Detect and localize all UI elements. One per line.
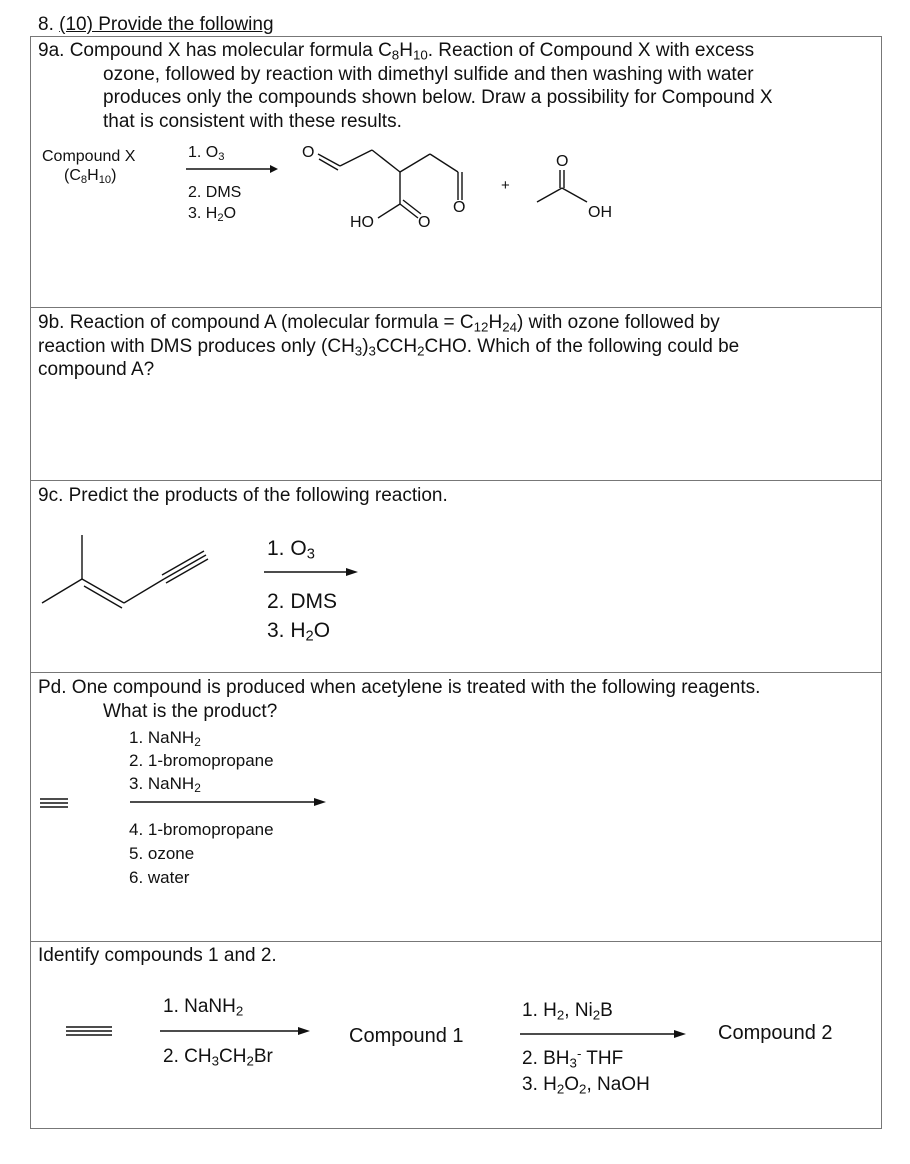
q9c-step3: 3. $H_2O$ (267, 619, 331, 645)
q9d-text: Pd. One compound is produced when acetylene is treated with the following reagents. What is the product? (38, 677, 761, 722)
q9a-p2-OH: OH (588, 204, 612, 221)
q9e-step-a2: 2. $CH_3CH_2Br$ (163, 1046, 273, 1069)
q9c-text: 9c. Predict the products of the following reaction. (38, 485, 448, 506)
q9e-compound2: Compound 2 (718, 1022, 833, 1044)
q9a-p2-carbonyl-O: O (556, 153, 569, 170)
q9e-step-b1: 1. $H_2$, $Ni_2B$ (522, 1000, 613, 1023)
q9a-plus: + (501, 177, 510, 194)
q9c-step1: 1. $O_3$ (267, 537, 315, 563)
q9e-acetylene-structure (66, 1025, 116, 1039)
q9a-product1-structure (300, 140, 500, 240)
q9b-text: 9b. Reaction of compound A (molecular formula = $C_{12}H_{24}$) with ozone followed by reaction with DMS produces only $(CH_3)_3CCH_2CHO$. Which of the following could be compound A? (38, 312, 740, 380)
q9a-step2: 2. DMS (188, 184, 242, 201)
q9e-compound1: Compound 1 (349, 1025, 464, 1047)
q9a-step3: 3. $H_2O$ (188, 205, 237, 224)
q9d-acetylene-structure (40, 797, 70, 811)
q9c-step2: 2. DMS (267, 590, 338, 613)
q9e-step-b2: 2. $BH_3^-$ THF (522, 1046, 624, 1071)
q9a-p1-carbonyl-O: O (418, 214, 431, 231)
header-title: (10) Provide the following (59, 14, 274, 35)
q9e-step-b3: 3. $H_2O_2$, NaOH (522, 1074, 650, 1097)
q9a-reactant: Compound X $(C_8H_{10})$ (42, 148, 136, 186)
q9e-arrow-2 (520, 1029, 700, 1041)
q9d-reaction-arrow (130, 797, 330, 809)
q9a-p1-aldehyde2-O: O (453, 199, 466, 216)
q9c-enyne-structure (40, 535, 220, 625)
q9e-text: Identify compounds 1 and 2. (38, 945, 277, 966)
q9a-reaction-arrow (186, 165, 276, 175)
q9a-text: 9a. Compound X has molecular formula $C_8H_{10}$. Reaction of Compound X with excess ozone, followed by reaction with dimethyl sulfide and then washing with water produces only the compounds shown below. Draw a possibility for Compound X that is consistent with these results. (38, 40, 773, 132)
q9a-step1: 1. $O_3$ (188, 144, 225, 163)
q9c-reaction-arrow (264, 567, 364, 579)
q9d-reagents-top: 1. NaNH$_2$ 2. 1-bromopropane 3. NaNH$_2$ (129, 728, 274, 795)
q9e-step-a1: 1. NaNH$_2$ (163, 996, 244, 1019)
q9e-arrow-1 (160, 1026, 320, 1038)
question-header: 8. (10) Provide the following (38, 14, 274, 35)
q9a-p1-aldehyde-O: O (302, 144, 315, 161)
q9a-p1-HO: HO (350, 214, 374, 231)
q9d-reagents-bottom: 4. 1-bromopropane 5. ozone 6. water (129, 820, 274, 887)
